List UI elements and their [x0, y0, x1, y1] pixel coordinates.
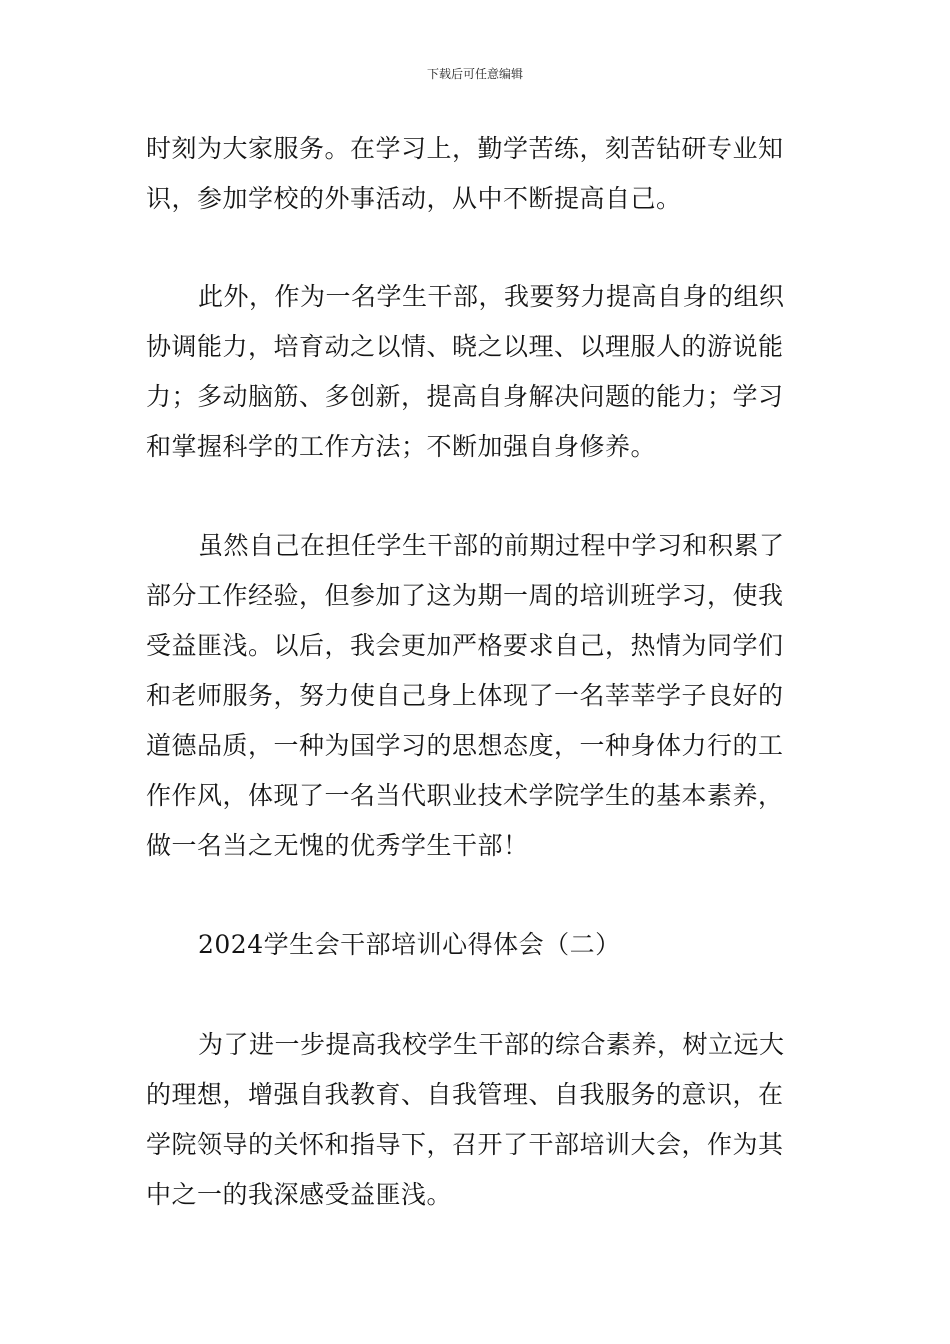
para3-line3: 受益匪浅。以后，我会更加严格要求自己，热情为同学们 [146, 631, 784, 660]
section-title: 2024学生会干部培训心得体会（二） [198, 930, 621, 959]
para4-line1: 为了进一步提高我校学生干部的综合素养，树立远大 [198, 1030, 785, 1059]
para2-line4: 和掌握科学的工作方法；不断加强自身修养。 [146, 432, 657, 461]
para4-line2: 的理想，增强自我教育、自我管理、自我服务的意识，在 [146, 1080, 784, 1109]
para3-line7: 做一名当之无愧的优秀学生干部！ [146, 831, 529, 860]
para1-line1: 时刻为大家服务。在学习上，勤学苦练，刻苦钻研专业知 [146, 134, 784, 163]
para3-line1: 虽然自己在担任学生干部的前期过程中学习和积累了 [198, 531, 785, 560]
para2-line3: 力；多动脑筋、多创新，提高自身解决问题的能力；学习 [146, 382, 784, 411]
para4-line3: 学院领导的关怀和指导下，召开了干部培训大会，作为其 [146, 1130, 784, 1159]
para3-line5: 道德品质，一种为国学习的思想态度，一种身体力行的工 [146, 731, 784, 760]
para4-line4: 中之一的我深感受益匪浅。 [146, 1180, 453, 1209]
para2-line1: 此外，作为一名学生干部，我要努力提高自身的组织 [198, 282, 785, 311]
para3-line2: 部分工作经验，但参加了这为期一周的培训班学习，使我 [146, 581, 784, 610]
para3-line6: 作作风，体现了一名当代职业技术学院学生的基本素养， [146, 781, 784, 810]
para3-line4: 和老师服务，努力使自己身上体现了一名莘莘学子良好的 [146, 681, 784, 710]
para2-line2: 协调能力，培育动之以情、晓之以理、以理服人的游说能 [146, 332, 784, 361]
header-note: 下载后可任意编辑 [426, 67, 523, 81]
para1-line2: 识，参加学校的外事活动，从中不断提高自己。 [146, 184, 682, 213]
